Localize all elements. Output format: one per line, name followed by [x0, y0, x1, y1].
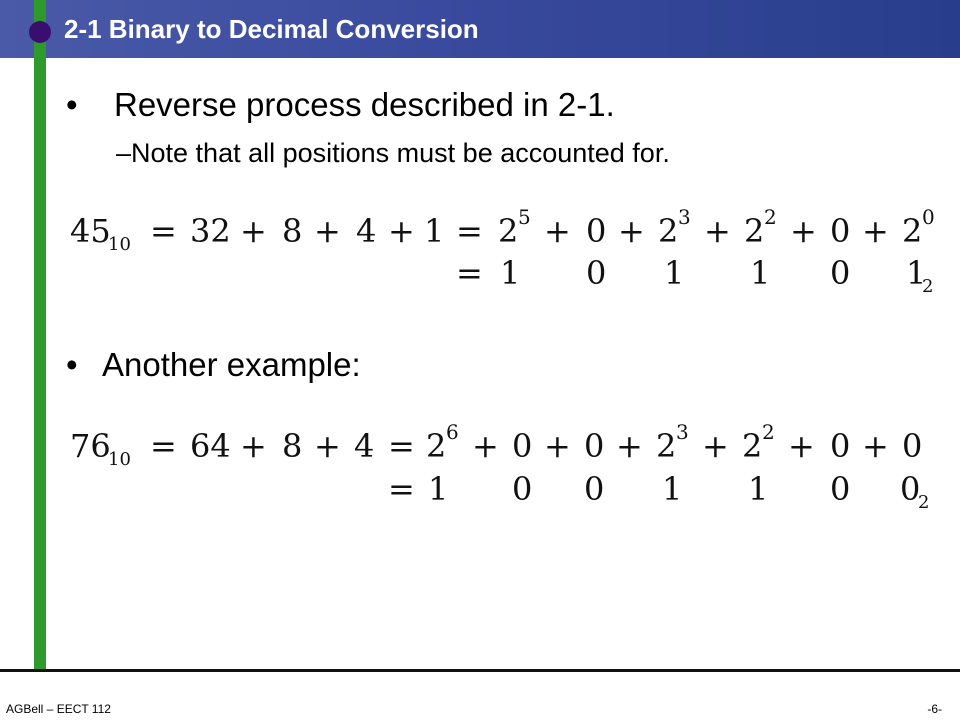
eq2-power-exp: 3: [676, 420, 689, 444]
eq1-equals: =: [456, 212, 483, 250]
eq1-equals: =: [150, 212, 177, 250]
eq2-plus: +: [788, 427, 815, 465]
eq1-binary-digit: 1: [906, 254, 927, 292]
eq2-power-exp: 6: [446, 420, 459, 444]
eq2-binary-base: 2: [918, 492, 930, 513]
eq2-lhs-base: 10: [108, 449, 131, 470]
eq2-binary-digit: 1: [662, 470, 683, 508]
eq1-binary-digit: 1: [500, 254, 521, 292]
sub-bullet: –Note that all positions must be accounted for.: [116, 138, 670, 168]
eq2-plus: +: [862, 427, 889, 465]
eq1-plus: +: [704, 212, 731, 250]
eq1-power-exp: 5: [518, 205, 531, 229]
slide-title: 2-1 Binary to Decimal Conversion: [64, 14, 479, 44]
eq1-binary-digit: 1: [664, 254, 685, 292]
eq2-power-exp: 2: [762, 420, 775, 444]
eq2-power-base: 2: [656, 427, 677, 465]
bullet-1-text: Reverse process described in 2-1.: [114, 86, 615, 123]
eq2-equals: =: [388, 427, 415, 465]
eq1-plus: +: [790, 212, 817, 250]
eq1-zero: 0: [586, 212, 607, 250]
eq2-zero: 0: [584, 427, 605, 465]
footer-page-number: -6-: [927, 702, 942, 716]
eq2-power-base: 2: [426, 427, 447, 465]
eq2-equals: =: [388, 470, 415, 508]
eq1-power-base: 2: [498, 212, 519, 250]
eq1-term: 1: [424, 212, 445, 250]
eq1-plus: +: [618, 212, 645, 250]
eq2-zero: 0: [512, 427, 533, 465]
footer-course: AGBell – EECT 112: [6, 702, 111, 716]
eq2-term: 64: [190, 427, 231, 465]
eq2-plus: +: [544, 427, 571, 465]
eq2-zero: 0: [830, 427, 851, 465]
eq2-binary-digit: 0: [584, 470, 605, 508]
footer-divider: [0, 669, 960, 672]
eq2-term: 8: [282, 427, 303, 465]
eq2-binary-digit: 0: [830, 470, 851, 508]
eq1-plus: +: [862, 212, 889, 250]
eq1-plus: +: [314, 212, 341, 250]
bullet-marker: •: [66, 346, 78, 383]
equation-1: [70, 205, 935, 297]
eq1-power-base: 2: [658, 212, 679, 250]
eq2-plus: +: [616, 427, 643, 465]
eq1-binary-base: 2: [922, 276, 934, 297]
bullet-marker: •: [66, 86, 78, 123]
eq2-binary-digit: 0: [900, 470, 921, 508]
eq1-binary-digit: 0: [586, 254, 607, 292]
eq1-power-base: 2: [744, 212, 765, 250]
eq1-binary-digit: 0: [830, 254, 851, 292]
eq2-zero: 0: [902, 427, 923, 465]
eq2-binary-digit: 0: [512, 470, 533, 508]
eq2-plus: +: [702, 427, 729, 465]
eq1-power-base: 2: [902, 212, 923, 250]
eq2-power-base: 2: [742, 427, 763, 465]
equation-2: [70, 420, 929, 513]
eq1-power-exp: 3: [678, 205, 691, 229]
eq2-binary-digit: 1: [748, 470, 769, 508]
eq1-power-exp: 0: [922, 205, 935, 229]
eq1-term: 4: [356, 212, 377, 250]
eq2-plus: +: [240, 427, 267, 465]
eq2-equals: =: [150, 427, 177, 465]
eq2-term: 4: [354, 427, 375, 465]
eq1-binary-digit: 1: [750, 254, 771, 292]
bullet-2-text: Another example:: [102, 346, 361, 383]
eq1-plus: +: [544, 212, 571, 250]
eq1-lhs: 45: [70, 212, 111, 250]
eq1-power-exp: 2: [764, 205, 777, 229]
eq1-term: 8: [282, 212, 303, 250]
eq2-lhs: 76: [70, 427, 111, 465]
eq2-plus: +: [314, 427, 341, 465]
eq2-plus: +: [472, 427, 499, 465]
eq1-term: 32: [190, 212, 231, 250]
eq1-equals: =: [456, 254, 483, 292]
eq1-plus: +: [388, 212, 415, 250]
eq1-plus: +: [240, 212, 267, 250]
eq1-zero: 0: [830, 212, 851, 250]
eq2-binary-digit: 1: [428, 470, 449, 508]
eq1-lhs-base: 10: [108, 234, 131, 255]
